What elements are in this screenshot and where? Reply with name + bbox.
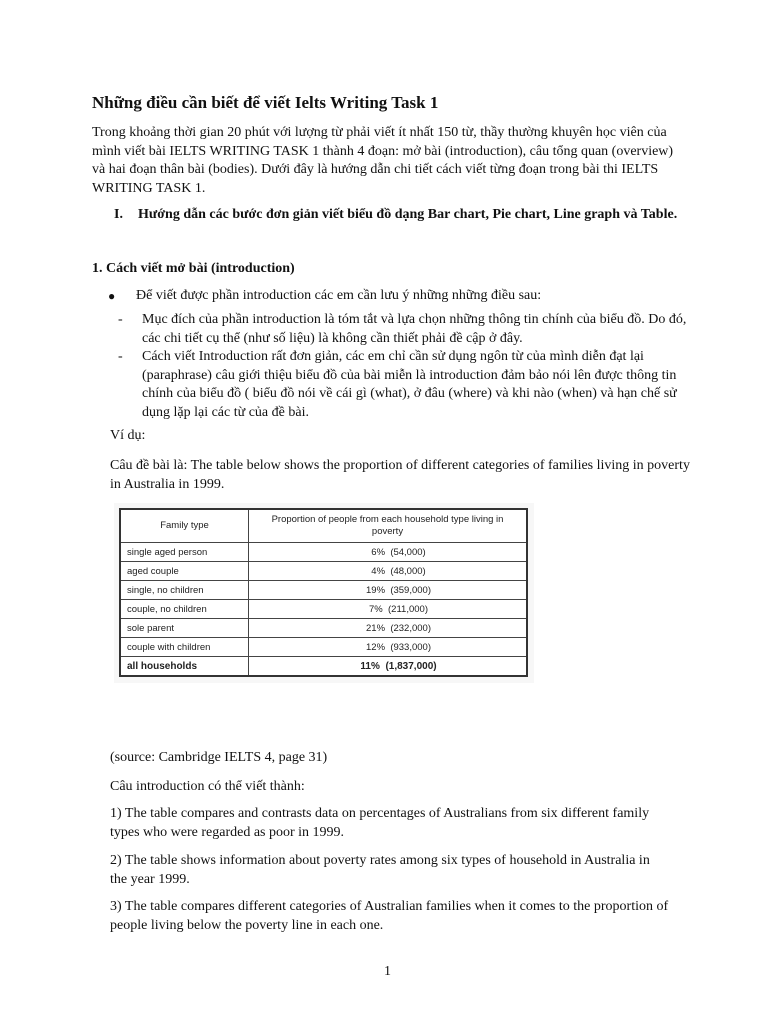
table-header-proportion: Proportion of people from each household type living in poverty [249,509,528,543]
intro-paragraph: Trong khoảng thời gian 20 phút với lượng từ phải viết ít nhất 150 từ, thầy thường khuyên học viên của mình viết bài IELTS WRITING TASK 1 thành 4 đoạn: mở bài (introduction), câu tổng quan (overview) và hai đoạn thân bài (bodies). Dưới đây là hướng dẫn chi tiết cách viết từng đoạn trong bài thi IELTS WRITING TASK 1. [92,125,674,196]
table-image [114,503,534,683]
example-sentence: 3) The table compares different categories of Australian families when it comes to the proportion of people living below the poverty line in each one. [110,899,669,933]
bullet-icon: ● [108,289,116,303]
table-header-family-type: Family type [120,509,249,543]
pct: 12% [366,641,386,653]
table-cell-value [249,600,528,619]
table-cell-value [249,543,528,562]
section-text: Hướng dẫn các bước đơn giản viết biểu đồ dạng Bar chart, Pie chart, Line graph và Table. [138,207,678,222]
table-cell-value [249,657,528,677]
page-title: Những điều cần biết để viết Ielts Writing Task 1 [92,93,439,112]
poverty-table [119,508,528,677]
table-cell-type: single, no children [120,581,249,600]
section-number: I. [114,207,123,222]
table-row [120,600,527,619]
example-sentence: 2) The table shows information about poverty rates among six types of household in Australia in the year 1999. [110,853,650,887]
page-number: 1 [384,964,391,979]
pct: 4% [371,565,386,577]
subsection-heading: 1. Cách viết mở bài (introduction) [92,261,295,276]
table-total-row [120,657,527,677]
table-cell-type: aged couple [120,562,249,581]
table-row [120,562,527,581]
dash-icon: - [118,312,123,327]
table-cell-type: single aged person [120,543,249,562]
dash-text: Cách viết Introduction rất đơn giản, các em chỉ cần sử dụng ngôn từ của mình diễn đạt lại (paraphrase) câu giới thiệu biểu đồ của bài miễn là introduction đảm bảo nói lên được thông tin chính của biểu đồ ( biểu đồ nói về cái gì (what), ở đâu (where) và khi nào (when) và hạn chế sử dụng lặp lại các từ của đề bài. [142,349,677,420]
table-row [120,638,527,657]
table-cell-value [249,619,528,638]
table-row [120,619,527,638]
table-cell-value [249,562,528,581]
pct: 7% [369,603,383,615]
table-cell-type: couple with children [120,638,249,657]
count: (54,000) [390,546,426,558]
count: (211,000) [388,603,428,615]
table-cell-value [249,638,528,657]
example-sentence: 1) The table compares and contrasts data on percentages of Australians from six different family types who were regarded as poor in 1999. [110,806,650,840]
example-label: Ví dụ: [110,428,146,443]
count: (232,000) [390,622,431,634]
table-cell-type: sole parent [120,619,249,638]
task-question: Câu đề bài là: The table below shows the proportion of different categories of families living in poverty in Australia in 1999. [110,458,690,492]
count: (48,000) [390,565,426,577]
pct: 21% [366,622,386,634]
table-cell-value [249,581,528,600]
table-row [120,543,527,562]
table-cell-type: couple, no children [120,600,249,619]
dash-icon: - [118,349,123,364]
table-row [120,581,527,600]
pct: 11% [360,660,380,672]
count: (933,000) [390,641,431,653]
bullet-text: Để viết được phần introduction các em cần lưu ý những những điều sau: [136,288,542,303]
dash-text: Mục đích của phần introduction là tóm tắt và lựa chọn những thông tin chính của biểu đồ. Do đó, các chi tiết cụ thể (như số liệu) là không cần thiết phải đề cập ở đây. [142,312,687,346]
table-cell-type: all households [120,657,249,677]
count: (359,000) [390,584,431,596]
count: (1,837,000) [385,660,437,672]
pct: 6% [371,546,386,558]
intro-lead: Câu introduction có thể viết thành: [110,779,305,794]
pct: 19% [366,584,386,596]
source-citation: (source: Cambridge IELTS 4, page 31) [110,750,328,765]
